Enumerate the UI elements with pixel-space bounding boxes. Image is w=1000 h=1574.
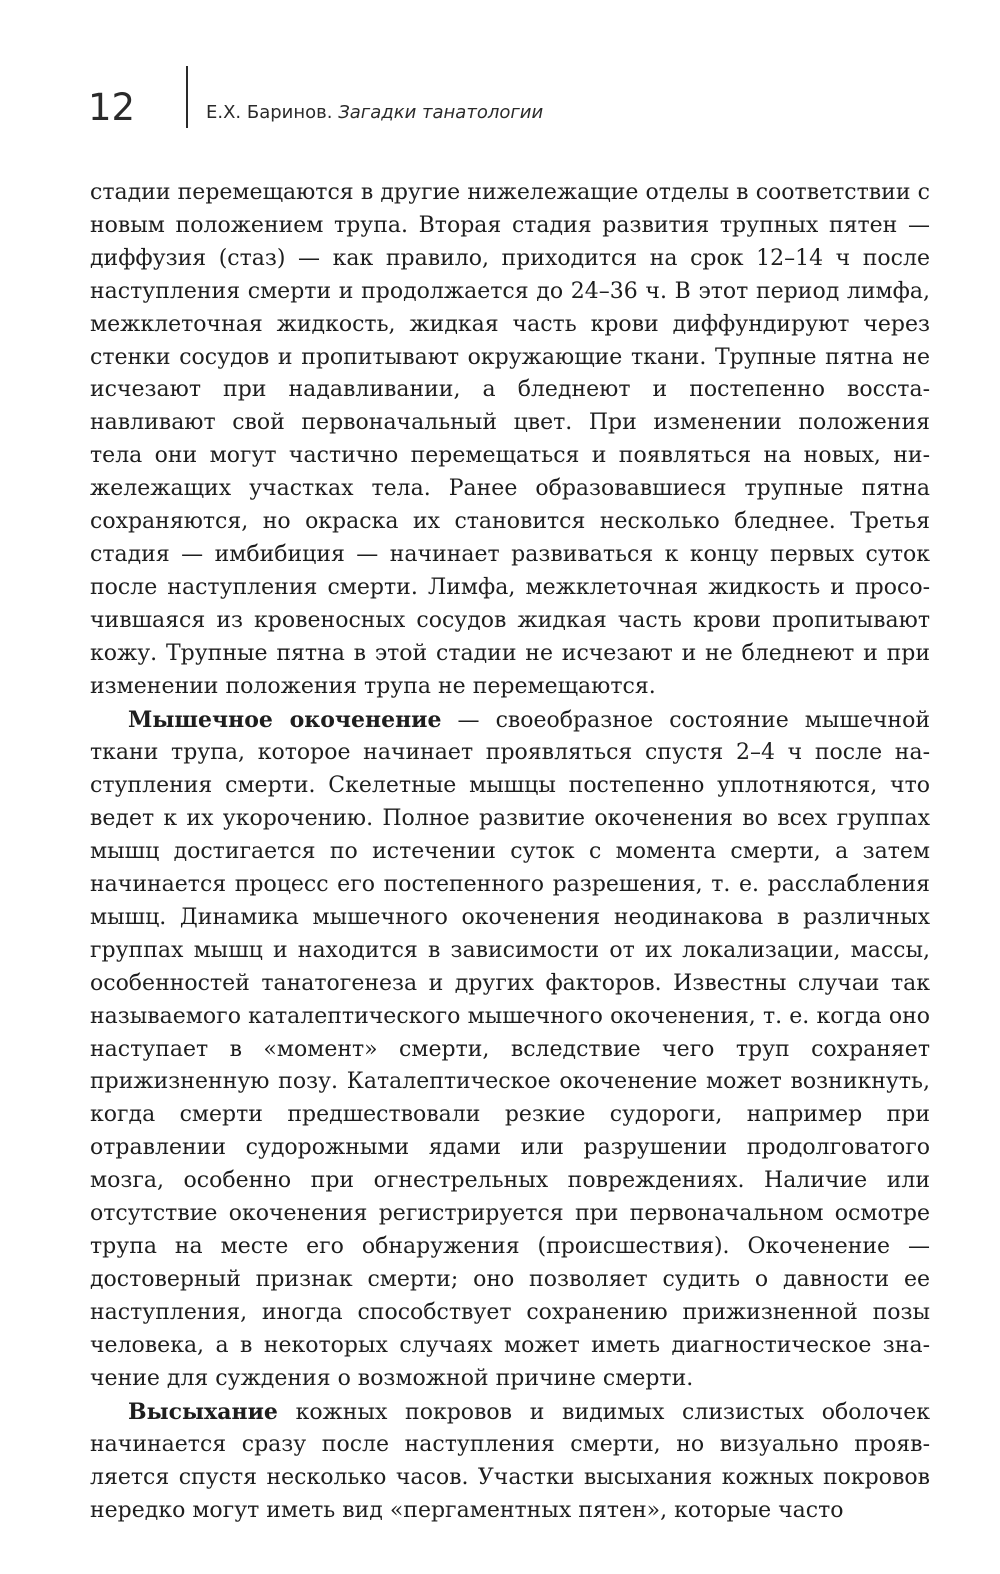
page-body bbox=[90, 177, 930, 1528]
running-head bbox=[88, 66, 928, 136]
term-heading: Мышечное окоченение bbox=[128, 706, 442, 733]
paragraph-rigor-mortis bbox=[90, 704, 930, 1396]
paragraph-text: кожных покровов и видимых слизистых оболочек начинается сразу после наступления смерти, но визуально проявляется спустя несколько часов. Участки высыхания кожных покровов нередко могут иметь вид «пергаментных пятен», которые часто bbox=[90, 1399, 930, 1524]
running-title bbox=[206, 102, 543, 124]
paragraph-desiccation bbox=[90, 1396, 930, 1529]
paragraph-text: — своеобразное состояние мышечной ткани трупа, которое начинает проявляться спустя 2–4 ч после наступления смерти. Скелетные мышцы постепенно уплотняются, что ведет к их укорочению. Полное развитие окоченения во всех группах мышц достигается по истечении суток с момента смерти, а затем начинается процесс его постепенного разрешения, т. е. расслабления мышц. Динамика мышечного окоченения неодинакова в различных группах мышц и находится в зависимости от их локализации, массы, особенностей танатогенеза и других факторов. Известны случаи так называемого каталептического мышечного окоченения, т. е. когда оно наступает в «момент» смерти, вследствие чего труп сохраняет прижизненную позу. Каталептическое окоченение может возникнуть, когда смерти предшествовали резкие судороги, например при отравлении судорожными ядами или разрушении продолговатого мозга, особенно при огнестрельных повреждениях. Наличие или отсутствие окоченения регистрируется при первоначальном осмотре трупа на месте его обнаружения (происшествия). Окоченение — достоверный признак смерти; оно позволяет судить о давности ее наступления, иногда способствует сохранению прижизненной позы человека, а в некоторых случаях может иметь диагностическое значение для суждения о возможной причине смерти. bbox=[90, 707, 930, 1391]
paragraph-livor-mortis bbox=[90, 177, 930, 704]
header-divider bbox=[186, 66, 188, 128]
book-author: Е.Х. Баринов. bbox=[206, 102, 333, 123]
page-number: 12 bbox=[88, 86, 136, 129]
paragraph-text: стадии перемещаются в другие нижележащие отделы в соответствии с новым положением трупа. Вторая стадия развития трупных пятен — диффузия (стаз) — как правило, приходится на срок 12–14 ч после наступления смерти и продолжается до 24–36 ч. В этот период лимфа, межклеточная жидкость, жидкая часть крови диффундируют через стенки сосудов и пропитывают окружающие ткани. Трупные пятна не исчезают при надавливании, а бледнеют и постепенно восстанавливают свой первоначальный цвет. При изменении положения тела они могут частично перемещаться и появляться на новых, нижележащих участках тела. Ранее образовавшиеся трупные пятна сохраняются, но окраска их становится несколько бледнее. Третья стадия — имбибиция — начинает развиваться к концу первых суток после наступления смерти. Лимфа, межклеточная жидкость и просочившаяся из кровеносных сосудов жидкая часть крови пропитывают кожу. Трупные пятна в этой стадии не исчезают и не бледнеют и при изменении положения трупа не перемещаются. bbox=[90, 180, 930, 699]
term-heading: Высыхание bbox=[128, 1398, 278, 1425]
book-title: Загадки танатологии bbox=[338, 102, 544, 123]
